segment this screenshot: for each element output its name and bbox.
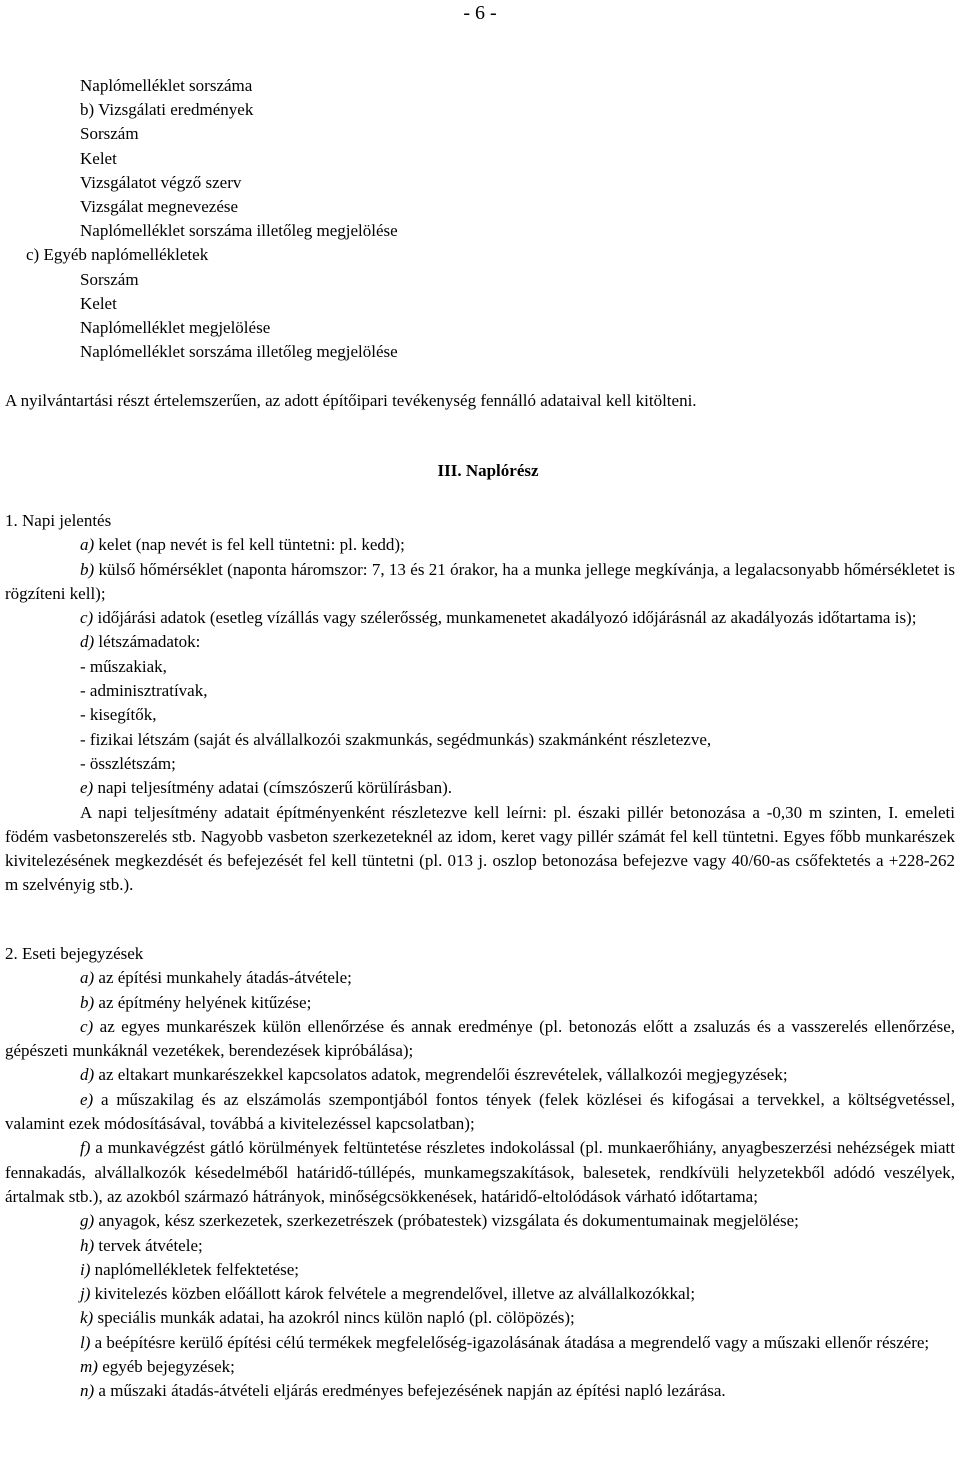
item-text: tervek átvétele; (98, 1235, 203, 1255)
headcount-item: - fizikai létszám (saját és alvállalkozói szakmunkás, segédmunkás) szakmánként részletezve, (80, 729, 712, 749)
item-label: d) (80, 632, 95, 652)
item-text: kelet (nap nevét is fel kell tüntetni: pl. kedd); (98, 535, 405, 555)
item-text: speciális munkák adatai, ha azokról nincs külön napló (pl. cölöpözés); (97, 1308, 575, 1328)
list-item: Naplómelléklet sorszáma (80, 76, 253, 95)
item-text: létszámadatok: (98, 632, 201, 652)
item-text: a műszaki átadás-átvételi eljárás eredményes befejezésének napján az építési napló lezárása. (98, 1381, 726, 1401)
item-a (5, 533, 955, 557)
item-text: időjárási adatok (esetleg vízállás vagy szélerősség, munkamenetet akadályozó időjárásnál az akadályozás időtartama is); (97, 608, 917, 628)
page-number: - 6 - (463, 2, 497, 24)
item-text: az eltakart munkarészekkel kapcsolatos adatok, megrendelői észrevételek, vállalkozói megjegyzések; (98, 1065, 788, 1085)
item-b (5, 558, 955, 607)
item-label: j) (80, 1284, 91, 1304)
item-text: az építési munkahely átadás-átvétele; (98, 968, 352, 988)
section-2 (5, 942, 955, 1404)
item-text: napi teljesítmény adatai (címszószerű körülírásban). (97, 778, 452, 798)
list-item: Kelet (80, 293, 117, 313)
item-label: e) (80, 1089, 94, 1109)
headcount-item: - adminisztratívak, (80, 681, 208, 701)
entry-h (5, 1234, 955, 1258)
headcount-item: - kisegítők, (80, 705, 157, 725)
item-c (5, 606, 955, 630)
list-item: Sorszám (80, 124, 139, 144)
entry-j (5, 1282, 955, 1306)
entry-f (5, 1136, 955, 1209)
entry-b (5, 991, 955, 1015)
item-label: e) (80, 778, 94, 798)
item-label: c) (80, 1016, 94, 1036)
entry-d (5, 1063, 955, 1087)
list-item: Kelet (80, 148, 117, 168)
item-label: d) (80, 1065, 95, 1085)
section-1 (5, 509, 955, 898)
item-label: h) (80, 1235, 95, 1255)
item-label: c) (80, 608, 94, 628)
section-2-heading: 2. Eseti bejegyzések (5, 944, 144, 963)
list-item: Vizsgálatot végző szerv (80, 172, 242, 192)
item-text: a munkavégzést gátló körülmények feltüntetése részletes indokolással (pl. munkaerőhiány, anyagbeszerzési nehézségek miatt fennakadás, alvállalkozók késedelméből határidő-túllépés, munkamegszakítások, balesetek, rendkívüli helyzetekből adódó veszélyek, ártalmak stb.), az azokból származó hátrányok, minőségcsökkenések, határidő-eltolódások várható időtartama; (5, 1138, 956, 1206)
item-text: anyagok, kész szerkezetek, szerkezetrészek (próbatestek) vizsgálata és dokumentumainak megjelölése; (98, 1211, 799, 1231)
item-text: naplómellékletek felfektetése; (94, 1259, 300, 1279)
entry-g (5, 1209, 955, 1233)
list-item: Vizsgálat megnevezése (80, 197, 239, 217)
entry-k (5, 1306, 955, 1330)
item-text: a beépítésre kerülő építési célú termékek megfelelőség-igazolásának átadása a megrendelő vagy a műszaki ellenőr részére; (94, 1332, 930, 1352)
list-item: Naplómelléklet sorszáma illetőleg megjelölése (80, 342, 398, 362)
list-item: Sorszám (80, 269, 139, 289)
item-label: g) (80, 1211, 95, 1231)
section-title: III. Naplórész (437, 461, 539, 480)
item-text: egyéb bejegyzések; (102, 1357, 235, 1377)
item-label: a) (80, 535, 95, 555)
item-text: külső hőmérséklet (naponta háromszor: 7, 13 és 21 órakor, ha a munka jellege megkívánja, a legalacsonyabb hőmérsékletet is rögzíteni kell); (5, 559, 956, 603)
item-label: i) (80, 1259, 91, 1279)
item-label: a) (80, 968, 95, 988)
item-label: n) (80, 1381, 95, 1401)
list-item: Naplómelléklet megjelölése (80, 318, 271, 338)
item-text: az építmény helyének kitűzése; (98, 992, 312, 1012)
item-label: f) (80, 1138, 91, 1158)
item-d (5, 630, 955, 654)
attachment-list (26, 74, 398, 364)
entry-m (5, 1355, 955, 1379)
section-1-heading: 1. Napi jelentés (5, 511, 112, 530)
entry-l (5, 1331, 955, 1355)
entry-a (5, 966, 955, 990)
item-label: b) (80, 992, 95, 1012)
item-text: a műszakilag és az elszámolás szempontjából fontos tények (felek közlései és kifogásai a tervekkel, a költségvetéssel, valamint ezek módosításával, továbbá a kivitelezéssel kapcsolatban); (5, 1089, 955, 1134)
item-label: m) (80, 1357, 98, 1377)
item-label: l) (80, 1332, 91, 1352)
item-text: kivitelezés közben előállott károk felvétele a megrendelővel, illetve az alvállalkozókkal; (94, 1284, 696, 1304)
headcount-item: - összlétszám; (80, 753, 176, 773)
list-item: c) Egyéb naplómellékletek (26, 245, 209, 265)
list-item: b) Vizsgálati eredmények (80, 100, 254, 120)
entry-n (5, 1379, 955, 1403)
entry-c (5, 1015, 955, 1064)
entry-e (5, 1088, 955, 1137)
daily-performance-paragraph: A napi teljesítmény adatait építményenként részletezve kell leírni: pl. északi pillér betonozása a -0,30 m szinten, I. emeleti födém vasbetonszerelés stb. Nagyobb vasbeton szerkezeteknél az idom, keret vagy pillér számát fel kell tüntetni. Egyes főbb munkarészek kivitelezésének megkezdését és befejezését fel kell tüntetni (pl. 013 j. oszlop betonozása befejezve vagy 40/60-as csőfektetés a +228-262 m szelvényig stb.). (5, 802, 955, 895)
item-label: k) (80, 1308, 94, 1328)
headcount-item: - műszakiak, (80, 656, 167, 676)
entry-i (5, 1258, 955, 1282)
instruction-text: A nyilvántartási részt értelemszerűen, az adott építőipari tevékenység fennálló adataival kell kitölteni. (5, 391, 697, 410)
item-text: az egyes munkarészek külön ellenőrzése és annak eredménye (pl. betonozás előtt a zsaluzás és a vasszerelés ellenőrzése, gépészeti munkáknál vezetékek, berendezések kipróbálása); (5, 1016, 955, 1061)
list-item: Naplómelléklet sorszáma illetőleg megjelölése (80, 221, 398, 241)
item-e (5, 776, 955, 800)
item-label: b) (80, 559, 95, 579)
